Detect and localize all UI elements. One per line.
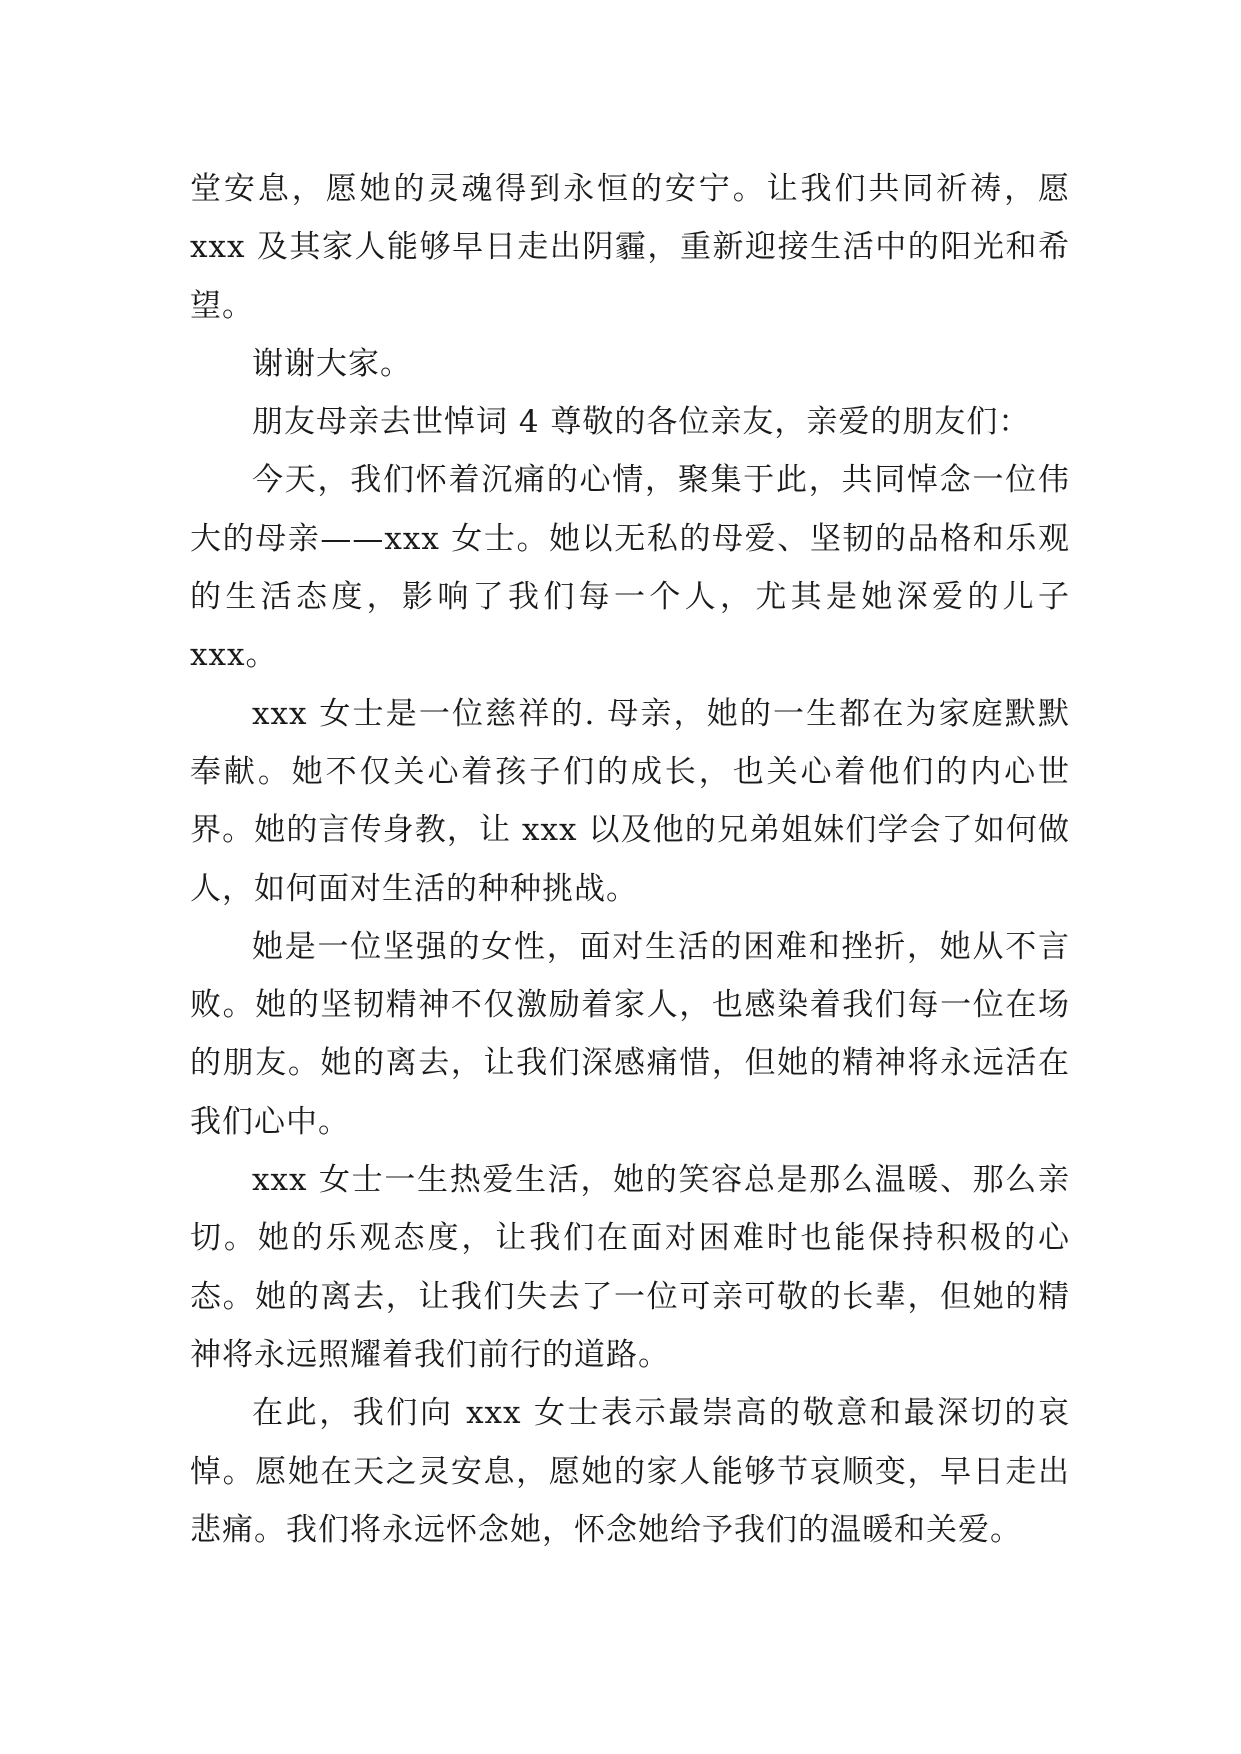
paragraph: 在此，我们向 xxx 女士表示最崇高的敬意和最深切的哀悼。愿她在天之灵安息，愿她的家人能够节哀顺变，早日走出悲痛。我们将永远怀念她，怀念她给予我们的温暖和关爱。	[190, 1395, 1070, 1548]
paragraph: 今天，我们怀着沉痛的心情，聚集于此，共同悼念一位伟大的母亲——xxx 女士。她以无私的母爱、坚韧的品格和乐观的生活态度，影响了我们每一个人，尤其是她深爱的儿子 xxx。	[190, 462, 1070, 674]
paragraph: 她是一位坚强的女性，面对生活的困难和挫折，她从不言败。她的坚韧精神不仅激励着家人，也感染着我们每一位在场的朋友。她的离去，让我们深感痛惜，但她的精神将永远活在我们心中。	[190, 928, 1070, 1140]
paragraph-continuation: 堂安息，愿她的灵魂得到永恒的安宁。让我们共同祈祷，愿 xxx 及其家人能够早日走出阴霾，重新迎接生活中的阳光和希望。	[190, 171, 1070, 324]
paragraph-heading-eulogy-4: 朋友母亲去世悼词 4 尊敬的各位亲友，亲爱的朋友们：	[252, 404, 1031, 441]
paragraph-thanks: 谢谢大家。	[252, 345, 412, 382]
document-body	[190, 160, 1070, 1559]
paragraph: xxx 女士是一位慈祥的. 母亲，她的一生都在为家庭默默奉献。她不仅关心着孩子们的成长，也关心着他们的内心世界。她的言传身教，让 xxx 以及他的兄弟姐妹们学会了如何做人，如何面对生活的种种挑战。	[190, 695, 1070, 907]
paragraph: xxx 女士一生热爱生活，她的笑容总是那么温暖、那么亲切。她的乐观态度，让我们在面对困难时也能保持积极的心态。她的离去，让我们失去了一位可亲可敬的长辈，但她的精神将永远照耀着我们前行的道路。	[190, 1162, 1070, 1373]
